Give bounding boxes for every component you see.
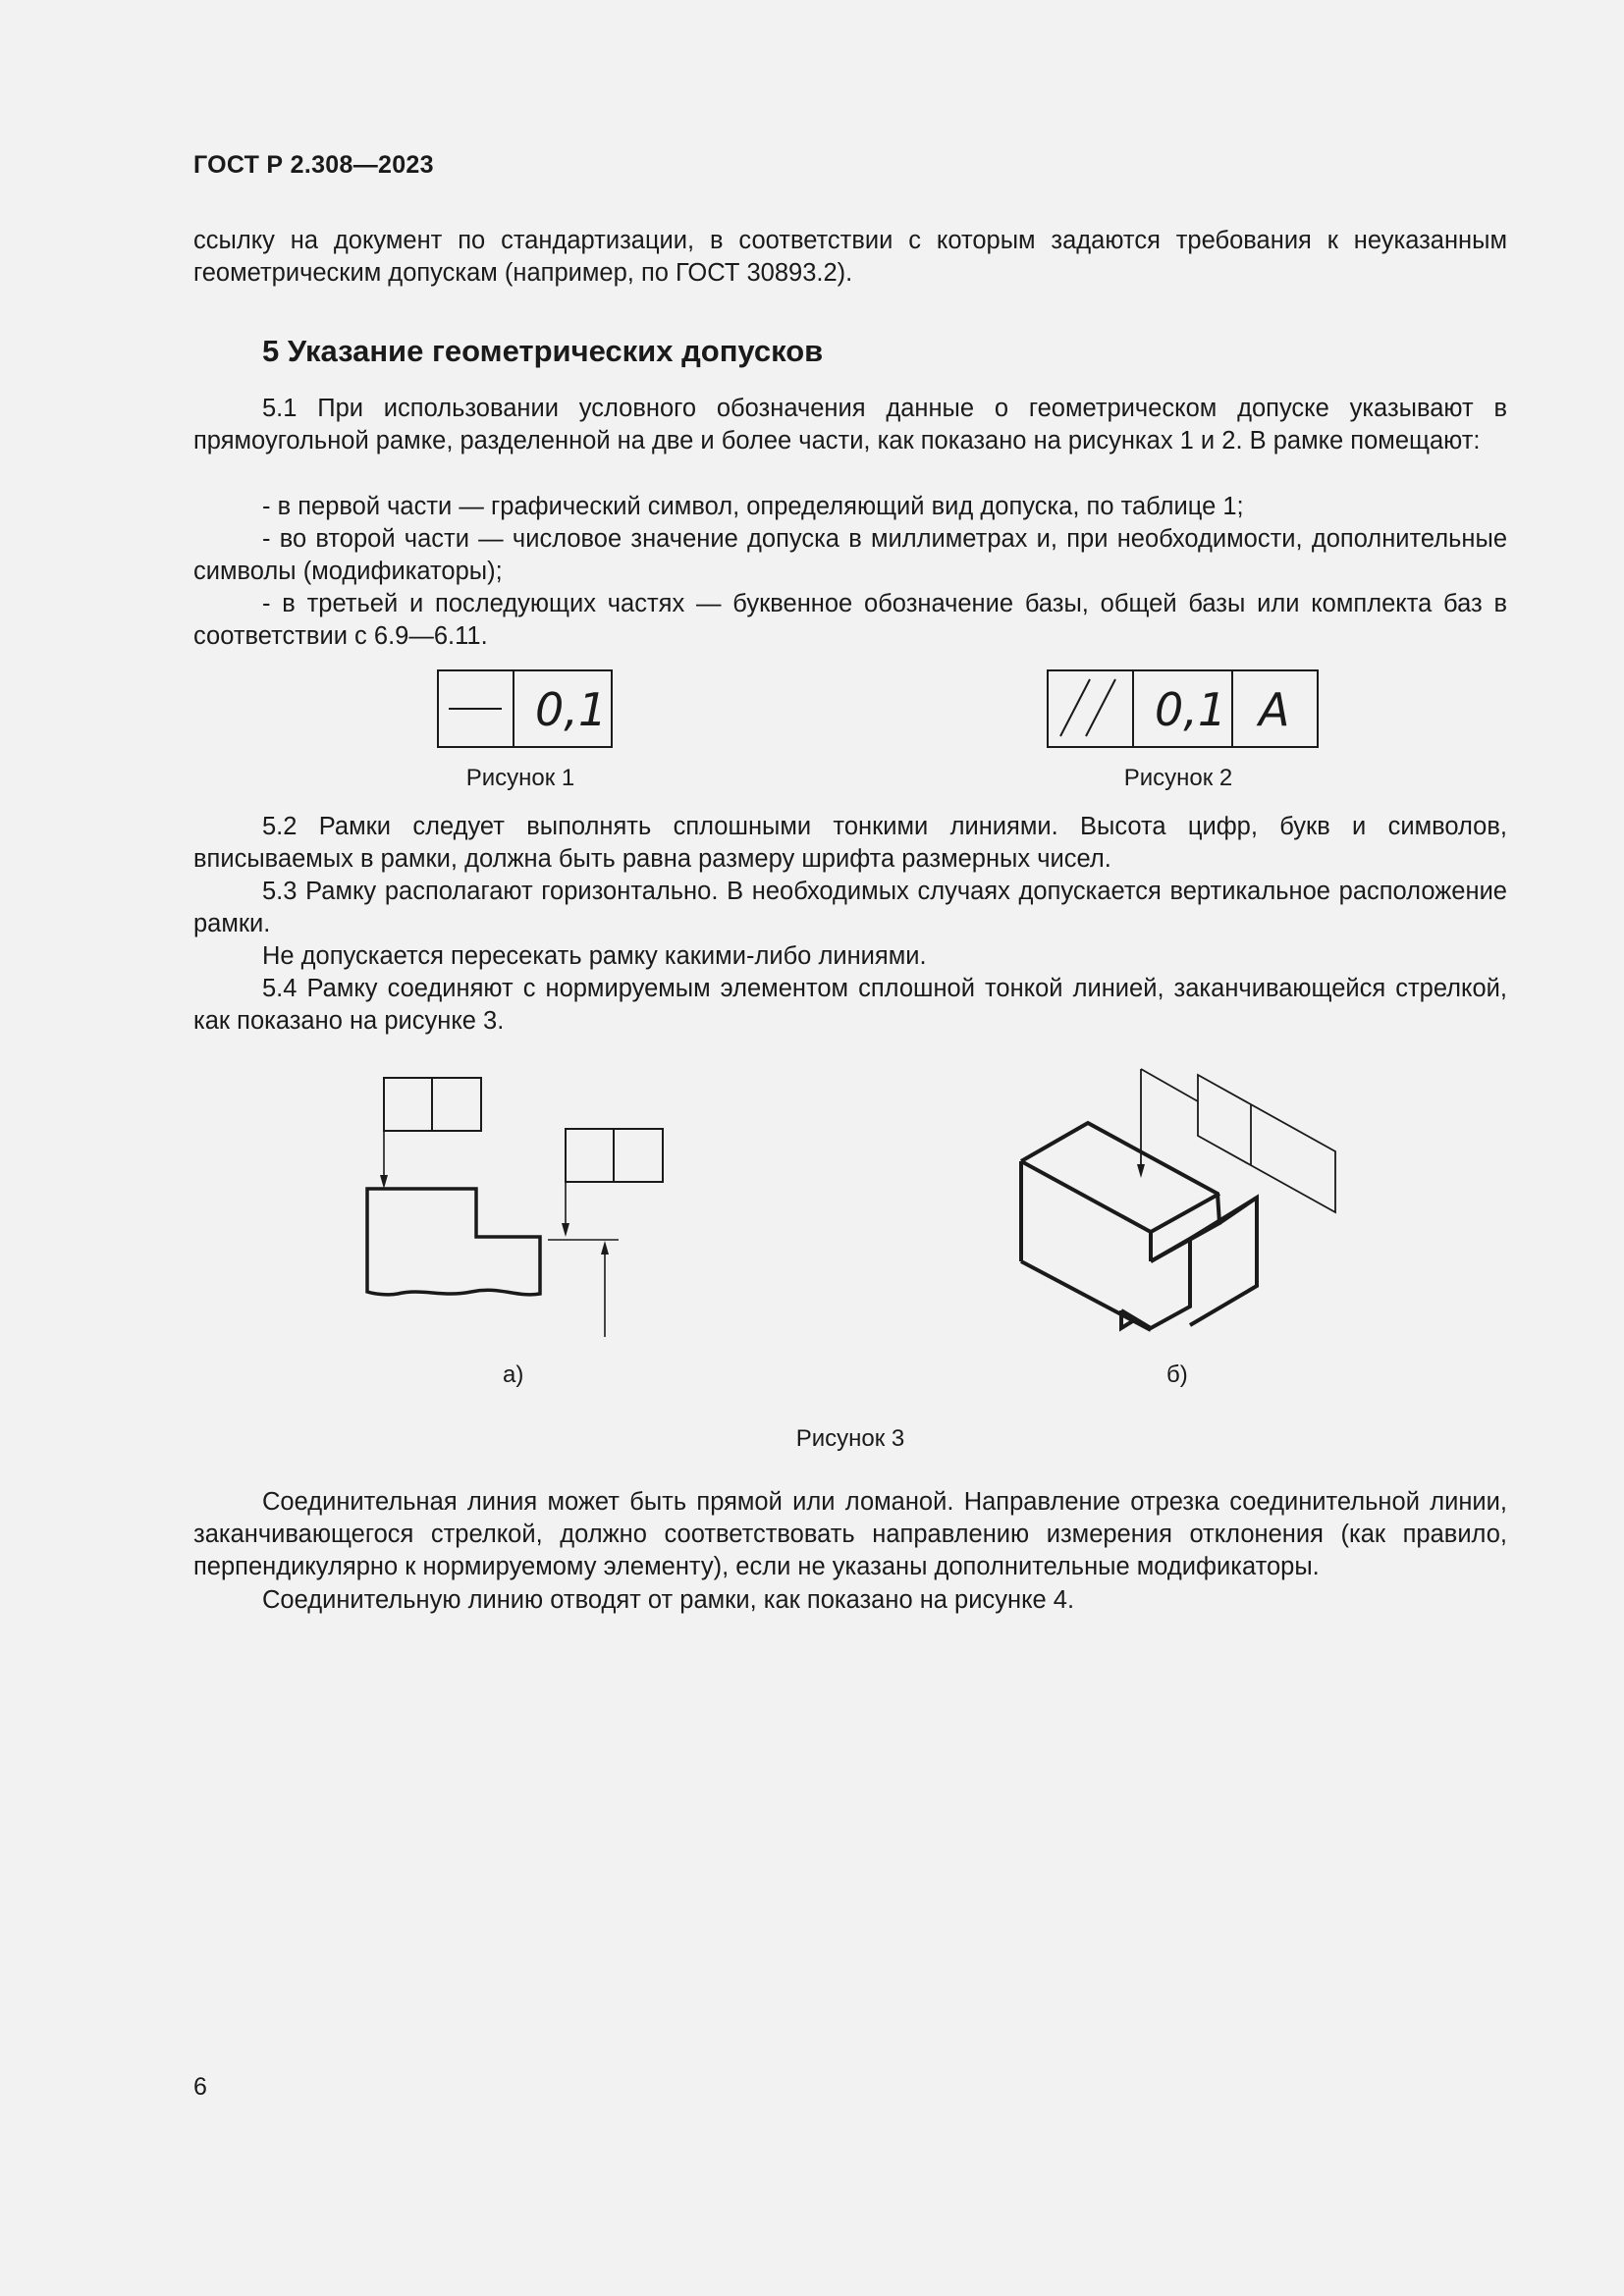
paragraph-connecting-line: Соединительная линия может быть прямой или ломаной. Направление отрезка соединительной линии, заканчивающегося стрелкой, должно соответствовать направлению измерения отклонения (как правило, перпендикулярно к нормируемому элементу), если не указаны дополнительные модификаторы. — [193, 1488, 1507, 1580]
parallelism-symbol-icon — [1060, 679, 1115, 736]
figure-2-caption: Рисунок 2 — [1123, 765, 1233, 791]
list-item-2: - во второй части — числовое значение допуска в миллиметрах и, при необходимости, дополнительные символы (модификаторы); — [193, 525, 1507, 585]
list-item-3: - в третьей и последующих частях — буквенное обозначение базы, общей базы или комплекта баз в соответствии с 6.9—6.11. — [193, 590, 1507, 650]
figure-2-datum: A — [1259, 683, 1290, 736]
page-number: 6 — [193, 2073, 207, 2101]
figure-3b-label: б) — [1166, 1362, 1188, 1388]
paragraph-5-4: 5.4 Рамку соединяют с нормируемым элементом сплошной тонкой линией, заканчивающейся стрелкой, как показано на рисунке 3. — [193, 975, 1507, 1035]
figure-3b-drawing — [1011, 1065, 1345, 1340]
figure-3a-drawing — [353, 1070, 648, 1345]
paragraph-5-1: 5.1 При использовании условного обозначения данные о геометрическом допуске указывают в прямоугольной рамке, разделенной на две и более части, как показано на рисунках 1 и 2. В рамке помещают: — [193, 395, 1507, 454]
figure-2-value: 0,1 — [1155, 683, 1227, 736]
document-header: ГОСТ Р 2.308—2023 — [193, 151, 434, 179]
figure-1-caption: Рисунок 1 — [465, 765, 575, 791]
intro-paragraph: ссылку на документ по стандартизации, в соответствии с которым задаются требования к неуказанным геометрическим допускам (например, по ГОСТ 30893.2). — [193, 227, 1507, 287]
paragraph-5-3-note: Не допускается пересекать рамку какими-либо линиями. — [262, 942, 927, 970]
figure-1-value: 0,1 — [535, 683, 608, 736]
paragraph-5-3: 5.3 Рамку располагают горизонтально. В необходимых случаях допускается вертикальное расположение рамки. — [193, 878, 1507, 937]
figure-3a-label: а) — [503, 1362, 524, 1388]
paragraph-figure-4-ref: Соединительную линию отводят от рамки, как показано на рисунке 4. — [262, 1586, 1075, 1614]
figure-2-tolerance-frame — [1047, 669, 1320, 748]
figure-1-tolerance-frame — [437, 669, 614, 748]
paragraph-5-2: 5.2 Рамки следует выполнять сплошными тонкими линиями. Высота цифр, букв и символов, вписываемых в рамки, должна быть равна размеру шрифта размерных чисел. — [193, 813, 1507, 873]
figure-3-caption: Рисунок 3 — [795, 1425, 905, 1452]
list-item-1: - в первой части — графический символ, определяющий вид допуска, по таблице 1; — [262, 493, 1244, 520]
section-heading: 5 Указание геометрических допусков — [262, 334, 824, 368]
